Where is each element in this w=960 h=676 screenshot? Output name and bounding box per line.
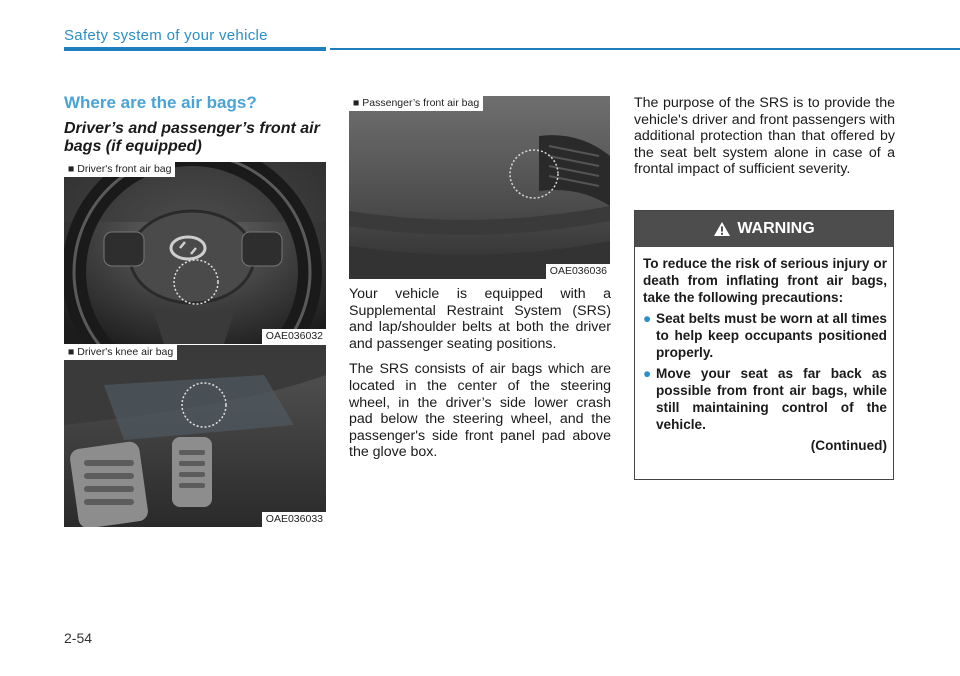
continued-label: (Continued) (810, 438, 887, 453)
bullet-icon: ● (643, 366, 652, 381)
warning-intro: To reduce the risk of serious injury or death from inflating front air bags, take the following precautions: (643, 256, 887, 305)
warning-content (643, 255, 887, 454)
image-caption: ■ Passenger’s front air bag (349, 96, 483, 111)
srs-purpose (634, 95, 895, 187)
driver-knee-airbag-image (64, 345, 326, 527)
header-rule-thick (64, 47, 326, 51)
paragraph: The SRS consists of air bags which are located in the center of the steering wheel, in the driver’s side lower crash pad below the steering wheel, and the passenger's side front panel pad above the glove box. (349, 361, 611, 461)
image-caption: ■ Driver's knee air bag (64, 345, 177, 360)
driver-front-airbag-image (64, 162, 326, 344)
warning-label: WARNING (737, 220, 815, 237)
warning-box (634, 210, 894, 480)
srs-description (349, 286, 611, 470)
image-caption: ■ Driver's front air bag (64, 162, 175, 177)
bullet-icon: ● (643, 311, 652, 326)
image-code: OAE036036 (546, 264, 610, 279)
section-title: Where are the air bags? (64, 93, 257, 112)
paragraph: Your vehicle is equipped with a Supplemental Restraint System (SRS) and lap/shoulder belts at both the driver and passenger seating positions. (349, 286, 611, 352)
image-code: OAE036032 (262, 329, 326, 344)
page-number: 2-54 (64, 630, 93, 646)
warning-bullet: ● Move your seat as far back as possible from front air bags, while still maintaining control of the vehicle. (643, 366, 887, 432)
warning-header (635, 211, 893, 247)
header-rule-thin (330, 48, 960, 50)
warning-triangle-icon (713, 221, 731, 237)
section-subtitle: Driver’s and passenger’s front air bags (if equipped) (64, 120, 320, 155)
image-code: OAE036033 (262, 512, 326, 527)
warning-bullet: ● Seat belts must be worn at all times to help keep occupants positioned properly. (643, 311, 887, 360)
chapter-title: Safety system of your vehicle (64, 27, 268, 44)
warning-list (643, 310, 887, 433)
passenger-front-airbag-image (349, 96, 610, 279)
paragraph: The purpose of the SRS is to provide the vehicle's driver and front passengers with additional protection than that offered by the seat belt system alone in case of a frontal impact of sufficient severity. (634, 95, 895, 178)
